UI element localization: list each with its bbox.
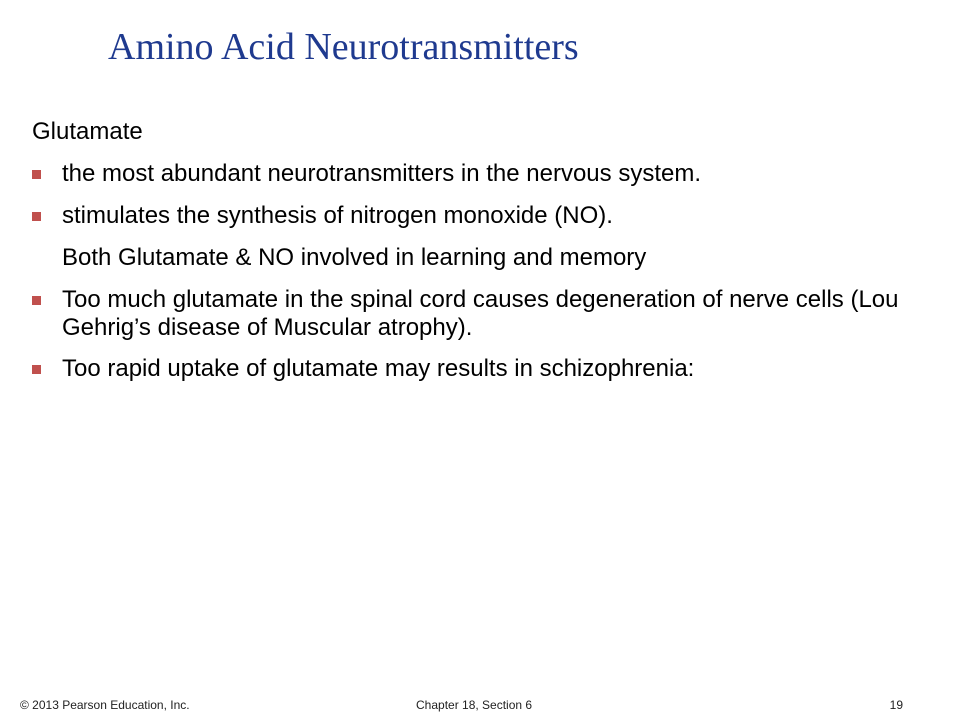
section-heading: Glutamate: [32, 118, 143, 145]
square-bullet-icon: [32, 170, 41, 179]
footer-page-number: 19: [889, 698, 903, 712]
slide-body: [32, 118, 932, 397]
list-item-text: Too rapid uptake of glutamate may results in schizophrenia:: [62, 355, 695, 382]
list-item-text: the most abundant neurotransmitters in the nervous system.: [62, 160, 701, 187]
list-item-text: Both Glutamate & NO involved in learning and memory: [62, 244, 647, 271]
list-item: [32, 286, 932, 342]
list-item: [32, 160, 932, 188]
list-item: [32, 355, 932, 383]
square-bullet-icon: [32, 212, 41, 221]
footer-chapter: Chapter 18, Section 6: [416, 698, 533, 712]
square-bullet-icon: [32, 365, 41, 374]
slide-title: Amino Acid Neurotransmitters: [108, 26, 579, 68]
list-item-text: Too much glutamate in the spinal cord causes degeneration of nerve cells (Lou Gehrig’s disease of Muscular atrophy).: [62, 286, 899, 341]
list-item: [32, 202, 932, 230]
list-item-text: stimulates the synthesis of nitrogen monoxide (NO).: [62, 202, 613, 229]
footer-copyright: © 2013 Pearson Education, Inc.: [20, 698, 190, 712]
list-item-continuation: [32, 244, 932, 272]
square-bullet-icon: [32, 296, 41, 305]
